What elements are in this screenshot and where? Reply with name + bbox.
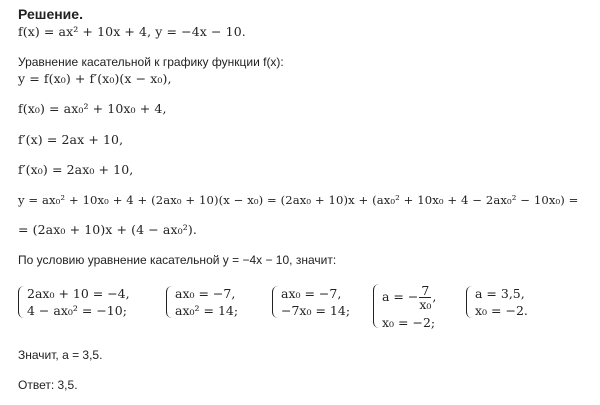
system-3-line-1: ax₀ = −7,	[281, 286, 342, 301]
fraction	[419, 284, 431, 311]
system-brace	[166, 286, 173, 318]
fraction-numerator: 7	[419, 284, 431, 298]
system-2-line-2: ax₀² = 14;	[175, 303, 239, 318]
tangent-expansion-line-2: = (2ax₀ + 10)x + (4 − ax₀²).	[18, 222, 197, 237]
solution-title: Решение.	[18, 6, 83, 22]
system-4-suffix: ,	[432, 289, 437, 304]
system-4-prefix: a = −	[382, 289, 419, 304]
derivative-at-x0: f′(x₀) = 2ax₀ + 10,	[18, 162, 134, 177]
system-1-line-2: 4 − ax₀² = −10;	[27, 303, 127, 318]
tangent-formula: y = f(x₀) + f′(x₀)(x − x₀),	[18, 71, 172, 86]
system-brace	[373, 284, 380, 328]
system-3-line-2: −7x₀ = 14;	[281, 303, 351, 318]
system-brace	[272, 286, 279, 318]
system-5-line-1: a = 3,5,	[475, 286, 525, 301]
system-5-line-2: x₀ = −2.	[475, 303, 528, 318]
system-4-line-1	[382, 284, 436, 311]
f-at-x0: f(x₀) = ax₀² + 10x₀ + 4,	[18, 101, 167, 116]
system-brace	[18, 286, 25, 318]
condition-text: По условию уравнение касательной y = −4x − 10, значит:	[18, 253, 337, 267]
tangent-intro: Уравнение касательной к графику функции f(x):	[18, 55, 284, 69]
tangent-expansion-line-1: y = ax₀² + 10x₀ + 4 + (2ax₀ + 10)(x − x₀) = (2ax₀ + 10)x + (ax₀² + 10x₀ + 4 − 2ax₀² − 10x₀) =	[18, 193, 579, 207]
system-2-line-1: ax₀ = −7,	[175, 286, 236, 301]
conclusion: Значит, a = 3,5.	[18, 348, 103, 362]
fraction-denominator: x₀	[419, 297, 432, 312]
given-functions: f(x) = ax² + 10x + 4, y = −4x − 10.	[18, 24, 246, 39]
answer: Ответ: 3,5.	[18, 378, 78, 392]
derivative: f′(x) = 2ax + 10,	[18, 132, 124, 147]
system-1-line-1: 2ax₀ + 10 = −4,	[27, 286, 130, 301]
system-4-line-2: x₀ = −2;	[382, 315, 436, 330]
system-brace	[466, 286, 473, 318]
